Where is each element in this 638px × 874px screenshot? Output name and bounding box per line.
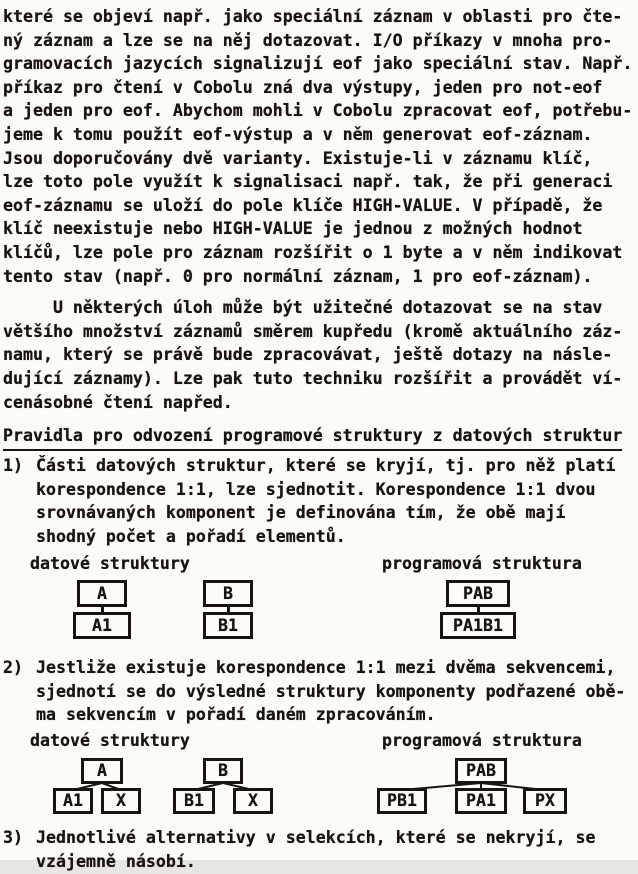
section-heading-row [3,424,638,450]
text-line: které se objeví např. jako speciální záznam v oblasti pro čte- [3,7,623,26]
label-program-structure: programová struktura [382,554,582,574]
numbered-item-1 [3,454,638,548]
text-line: ný záznam a lze se na něj dotazovat. I/O příkazy v mnoha pro- [3,30,613,50]
text-line: lze toto pole využít k signalisaci např. tak, že při generaci [3,172,613,192]
numbered-item-2 [3,656,638,727]
paragraph-lookahead [3,296,638,414]
text-line: většího množství záznamů směrem kupředu (kromě aktuálního záz- [3,321,623,341]
text-line: shodný počet a pořadí elementů. [36,526,346,546]
stack-a [73,580,131,639]
text-line: klíčů, lze pole pro záznam rozšířit o 1 byte a v něm indikovat [3,242,623,262]
box-pb1: PB1 [377,788,427,814]
box-x: X [233,788,273,814]
text-line: příkaz pro čtení v Cobolu zná dva výstupy, jeden pro not-eof [3,77,603,97]
paragraph-eof-records [3,5,638,288]
box-b1: B1 [173,788,215,814]
box-x: X [101,788,141,814]
box-a: A [81,758,123,784]
stack-pab [440,580,516,639]
box-pab: PAB [446,580,510,607]
text-line: Jsou doporučovány dvě varianty. Existuje-li v záznamu klíč, [3,148,593,168]
text-line: namu, který se právě bude zpracovávat, ještě dotazy na násle- [3,345,613,365]
text-line: jeme k tomu použít eof-výstup a v něm generovat eof-záznam. [3,124,593,144]
text-line: cenásobné čtení napřed. [3,392,233,412]
text-line: Jednotlivé alternativy v selekcích, které se nekryjí, se [36,828,596,848]
text-line: Jestliže existuje korespondence 1:1 mezi dvěma sekvencemi, [36,658,616,678]
box-b: B [203,758,243,784]
box-a1: A1 [53,788,93,814]
box-pa1b1: PA1B1 [440,612,516,639]
text-line: vzájemně násobí. [36,852,196,872]
label-program-structure: programová struktura [382,730,582,750]
text-line: U některých úloh může být užitečné dotazovat se na stav [3,298,603,318]
stack-b [203,580,253,639]
label-data-structures: datové struktury [30,730,190,750]
box-b: B [203,580,253,607]
item-marker: 1) [3,456,23,476]
item-marker: 2) [3,658,23,678]
text-line: klíč neexistuje nebo HIGH-VALUE je jednou z možných hodnot [3,219,583,239]
text-line: gramovacích jazycích signalizují eof jako speciální stav. Např. [3,54,633,74]
item-text [36,454,638,548]
text-line: a jeden pro eof. Abychom mohli v Cobolu zpracovat eof, potřebu- [3,101,633,121]
text-line: dující záznamy). Lze pak tuto techniku rozšířit a provádět ví- [3,368,623,388]
section-heading: Pravidla pro odvození programové struktury z datových struktur [3,424,622,451]
item-marker: 3) [3,828,23,848]
text-line: tento stav (např. 0 pro normální záznam, 1 pro eof-záznam). [3,266,593,286]
tree-pab [377,758,567,814]
box-a1: A1 [73,612,131,639]
box-px: PX [523,788,567,814]
diagram-1-labels [3,552,638,576]
diagram-2-labels [3,729,638,753]
label-data-structures: datové struktury [30,554,190,574]
text-line: eof-záznamu se uloží do pole klíče HIGH-VALUE. V případě, že [3,195,603,215]
text-line: srovnávaných komponent je definována tím, že obě mají [36,503,566,523]
item-text [36,656,638,727]
tree-b [173,758,273,814]
text-line: sjednotí se do výsledné struktury komponenty podřazené obě- [36,681,626,701]
box-pab: PAB [455,758,507,784]
text-line: ma sekvencím v pořadí daném zpracováním. [36,705,436,725]
box-pa1: PA1 [455,788,507,814]
text-line: korespondence 1:1, lze sjednotit. Korespondence 1:1 dvou [36,479,596,499]
numbered-item-3 [3,826,638,873]
item-text [36,826,638,873]
tree-a [53,758,145,814]
diagram-sequence-trees [3,758,638,816]
text-line: Části datových struktur, které se kryjí, tj. pro něž platí [36,456,616,476]
box-a: A [77,580,127,607]
diagram-correspondence-stacks [3,580,638,644]
box-b1: B1 [203,612,253,639]
